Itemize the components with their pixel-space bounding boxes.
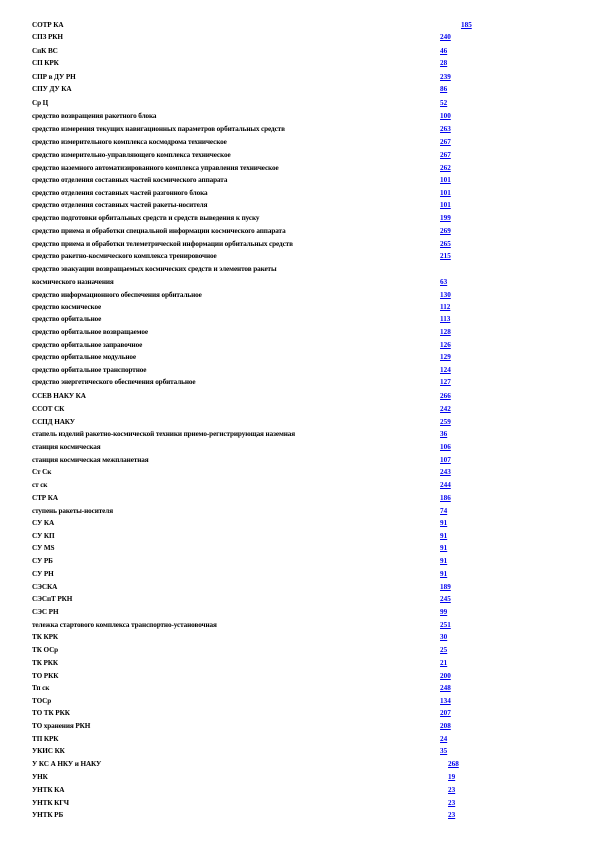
index-entry — [32, 606, 592, 618]
page-link[interactable]: 268 — [448, 760, 459, 768]
index-entry — [32, 581, 592, 593]
page-link[interactable]: 215 — [440, 252, 451, 260]
page-link[interactable]: 101 — [440, 201, 451, 209]
index-term: ССПД НАКУ — [32, 418, 75, 426]
index-entry — [32, 83, 592, 95]
page-link[interactable]: 263 — [440, 125, 451, 133]
index-entry — [32, 212, 592, 224]
index-entry — [32, 97, 592, 109]
index-entry — [32, 466, 592, 478]
index-term: средство энергетического обеспечения орбитальное — [32, 378, 196, 386]
index-entry — [32, 644, 592, 656]
index-entry — [32, 276, 592, 288]
index-term: СПЗ РКН — [32, 33, 63, 41]
index-term: средство измерения текущих навигационных параметров орбитальных средств — [32, 125, 285, 133]
index-term: ступень ракеты-носителя — [32, 507, 113, 515]
page-link[interactable]: 134 — [440, 697, 451, 705]
index-term: УНТК КГЧ — [32, 799, 69, 807]
index-term: ТК РКК — [32, 659, 59, 667]
index-entry — [32, 174, 592, 186]
index-term: станция космическая межпланетная — [32, 456, 149, 464]
page-link[interactable]: 127 — [440, 378, 451, 386]
page-link[interactable]: 186 — [440, 494, 451, 502]
index-term: станция космическая — [32, 443, 101, 451]
index-term: СЭСпТ РКН — [32, 595, 73, 603]
index-term: ТП КРК — [32, 735, 59, 743]
index-term: средство измерительно-управляющего комплекса техническое — [32, 151, 231, 159]
index-entry — [32, 454, 592, 466]
index-entry — [32, 289, 592, 301]
index-term: средство отделения составных частей космического аппарата — [32, 176, 228, 184]
page-link[interactable]: 129 — [440, 353, 451, 361]
index-term: космического назначения — [32, 278, 114, 286]
page-link[interactable]: 101 — [440, 189, 451, 197]
index-entry — [32, 720, 592, 732]
page-link[interactable]: 21 — [440, 659, 448, 667]
index-entry — [32, 530, 592, 542]
page-link[interactable]: 239 — [440, 73, 451, 81]
index-term: средство ракетно-космического комплекса тренировочное — [32, 252, 217, 260]
page-link[interactable]: 91 — [440, 532, 448, 540]
page-link[interactable]: 107 — [440, 456, 451, 464]
index-term: средство приема и обработки специальной информации космического аппарата — [32, 227, 286, 235]
index-entry — [32, 339, 592, 351]
index-term: средство орбитальное заправочное — [32, 341, 143, 349]
page-link[interactable]: 242 — [440, 405, 451, 413]
page-link[interactable]: 262 — [440, 164, 451, 172]
page-link[interactable]: 126 — [440, 341, 451, 349]
index-term: средство орбитальное транспортное — [32, 366, 147, 374]
page-link[interactable]: 185 — [461, 21, 472, 29]
index-entry — [32, 31, 592, 43]
index-term: средство отделения составных частей ракеты-носителя — [32, 201, 208, 209]
index-entry — [32, 631, 592, 643]
index-entry — [32, 301, 592, 313]
page-link[interactable]: 99 — [440, 608, 448, 616]
page-link[interactable]: 100 — [440, 112, 451, 120]
index-entry — [32, 364, 592, 376]
page-link[interactable]: 24 — [440, 735, 448, 743]
index-entry — [32, 695, 592, 707]
page-link[interactable]: 128 — [440, 328, 451, 336]
index-term: ТО хранения РКН — [32, 722, 91, 730]
index-term: ТК ОСр — [32, 646, 59, 654]
index-term: СПР в ДУ РН — [32, 73, 76, 81]
index-term: средство отделения составных частей разгонного блока — [32, 189, 208, 197]
index-term: СЭС РН — [32, 608, 59, 616]
page-link[interactable]: 124 — [440, 366, 451, 374]
page-link[interactable]: 25 — [440, 646, 448, 654]
index-term: тележка стартового комплекса транспортно-установочная — [32, 621, 217, 629]
index-term: Ср Ц — [32, 99, 49, 107]
index-entry — [32, 441, 592, 453]
index-entry — [32, 45, 592, 57]
page-link[interactable]: 23 — [448, 799, 456, 807]
index-term: ст ск — [32, 481, 48, 489]
page-link[interactable]: 91 — [440, 519, 448, 527]
index-term: УНТК КА — [32, 786, 65, 794]
index-term: СпК ВС — [32, 47, 58, 55]
index-entry — [32, 733, 592, 745]
index-entry — [32, 110, 592, 122]
index-entry — [32, 162, 592, 174]
index-entry — [32, 187, 592, 199]
page-link[interactable]: 86 — [440, 85, 448, 93]
index-term: УКИС КК — [32, 747, 65, 755]
index-entry — [32, 555, 592, 567]
index-term: СПУ ДУ КА — [32, 85, 72, 93]
index-entry — [32, 351, 592, 363]
index-term: Тп ск — [32, 684, 50, 692]
index-term: средство приема и обработки телеметрической информации орбитальных средств — [32, 240, 293, 248]
page-link[interactable]: 251 — [440, 621, 451, 629]
index-term: Ст Ск — [32, 468, 52, 476]
index-entry — [32, 593, 592, 605]
page-link[interactable]: 207 — [440, 709, 451, 717]
index-entry — [32, 390, 592, 402]
index-entry — [32, 517, 592, 529]
index-entry — [32, 57, 592, 69]
index-entry — [32, 376, 592, 388]
index-entry — [32, 250, 592, 262]
index-entry — [32, 123, 592, 135]
page-link[interactable]: 245 — [440, 595, 451, 603]
index-entry — [32, 771, 592, 783]
index-term: ТК КРК — [32, 633, 59, 641]
index-entry — [32, 505, 592, 517]
index-term: СУ КА — [32, 519, 55, 527]
index-entry — [32, 403, 592, 415]
index-term: ТОСр — [32, 697, 52, 705]
index-entry — [32, 707, 592, 719]
page-link[interactable]: 208 — [440, 722, 451, 730]
page-link[interactable]: 28 — [440, 59, 448, 67]
index-term: средство орбитальное возвращаемое — [32, 328, 148, 336]
index-term: стапель изделий ракетно-космической техники приемо-регистрирующая наземная — [32, 430, 296, 438]
page-link[interactable]: 30 — [440, 633, 448, 641]
page-link[interactable]: 35 — [440, 747, 448, 755]
page-link[interactable]: 248 — [440, 684, 451, 692]
index-term: средство эвакуации возвращаемых космических средств и элементов ракеты — [32, 265, 277, 273]
page-link[interactable]: 189 — [440, 583, 451, 591]
page-link[interactable]: 266 — [440, 392, 451, 400]
page-link[interactable]: 101 — [440, 176, 451, 184]
index-entry — [32, 797, 592, 809]
index-entry — [32, 225, 592, 237]
page-link[interactable]: 23 — [448, 786, 456, 794]
page-link[interactable]: 91 — [440, 570, 448, 578]
index-entry — [32, 619, 592, 631]
index-entry — [32, 149, 592, 161]
index-entry — [32, 758, 592, 770]
page-link[interactable]: 259 — [440, 418, 451, 426]
index-entry — [32, 745, 592, 757]
page-link[interactable]: 46 — [440, 47, 448, 55]
page-link[interactable]: 52 — [440, 99, 448, 107]
index-entry — [32, 326, 592, 338]
index-entry — [32, 313, 592, 325]
page-link[interactable]: 63 — [440, 278, 448, 286]
page-link[interactable]: 240 — [440, 33, 451, 41]
index-term: СП КРК — [32, 59, 59, 67]
page-link[interactable]: 74 — [440, 507, 448, 515]
page-link[interactable]: 199 — [440, 214, 451, 222]
index-term: ТО РКК — [32, 672, 59, 680]
index-term: СУ МS — [32, 544, 55, 552]
page-link[interactable]: 265 — [440, 240, 451, 248]
index-entry — [32, 479, 592, 491]
page-link[interactable]: 130 — [440, 291, 451, 299]
index-entry — [32, 199, 592, 211]
index-term: УНК — [32, 773, 48, 781]
page-link[interactable]: 269 — [440, 227, 451, 235]
page-link[interactable]: 244 — [440, 481, 451, 489]
page-link[interactable]: 112 — [440, 303, 451, 311]
index-term: СУ РН — [32, 570, 54, 578]
index-term: средство наземного автоматизированного комплекса управления техническое — [32, 164, 279, 172]
index-term: средство возвращения ракетного блока — [32, 112, 157, 120]
page-link[interactable]: 113 — [440, 315, 451, 323]
index-entry — [32, 136, 592, 148]
index-term: средство измерительного комплекса космодрома техническое — [32, 138, 227, 146]
index-entry — [32, 238, 592, 250]
index-entry — [32, 428, 592, 440]
page-link[interactable]: 91 — [440, 557, 448, 565]
page-link[interactable]: 200 — [440, 672, 451, 680]
index-entry — [32, 416, 592, 428]
index-term: средство орбитальное модульное — [32, 353, 137, 361]
index-term: средство космическое — [32, 303, 102, 311]
index-term: СУ РБ — [32, 557, 53, 565]
page-link[interactable]: 267 — [440, 151, 451, 159]
index-entry — [32, 71, 592, 83]
index-term: СЭСКА — [32, 583, 58, 591]
index-entry — [32, 657, 592, 669]
index-term: У КС А НКУ и НАКУ — [32, 760, 102, 768]
index-entry — [32, 809, 592, 821]
page-link[interactable]: 36 — [440, 430, 448, 438]
page-link[interactable]: 243 — [440, 468, 451, 476]
page-link[interactable]: 23 — [448, 811, 456, 819]
index-entry — [32, 682, 592, 694]
index-term: УНТК РБ — [32, 811, 64, 819]
index-entry — [32, 568, 592, 580]
index-entry — [32, 263, 592, 275]
index-entry — [32, 492, 592, 504]
index-term: ССЕВ НАКУ КА — [32, 392, 86, 400]
index-term: средство орбитальное — [32, 315, 102, 323]
page-link[interactable]: 106 — [440, 443, 451, 451]
index-term: средство подготовки орбитальных средств и средств выведения к пуску — [32, 214, 260, 222]
page-link[interactable]: 91 — [440, 544, 448, 552]
index-term: СТР КА — [32, 494, 58, 502]
index-entry — [32, 542, 592, 554]
index-entry — [32, 784, 592, 796]
index-entry — [32, 670, 592, 682]
page-link[interactable]: 267 — [440, 138, 451, 146]
index-term: ТО ТК РКК — [32, 709, 70, 717]
index-term: средство информационного обеспечения орбитальное — [32, 291, 202, 299]
index-entry — [32, 19, 592, 31]
index-term: СОТР КА — [32, 21, 64, 29]
page-link[interactable]: 19 — [448, 773, 456, 781]
index-term: ССОТ СК — [32, 405, 65, 413]
index-term: СУ КП — [32, 532, 55, 540]
